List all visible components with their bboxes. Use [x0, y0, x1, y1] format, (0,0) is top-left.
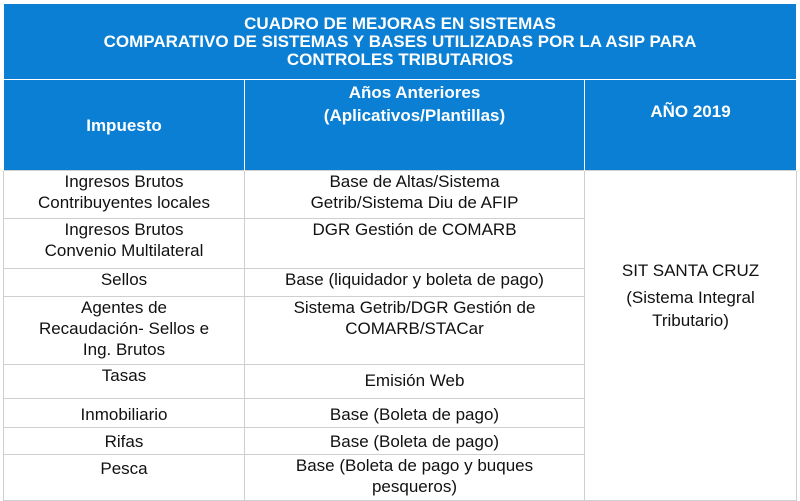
cell-impuesto	[4, 399, 245, 428]
cell-anio-2019	[585, 171, 797, 501]
cell-line: Base (liquidador y boleta de pago)	[285, 270, 544, 289]
title-line-3: CONTROLES TRIBUTARIOS	[286, 49, 514, 69]
title-row	[4, 4, 797, 80]
cell-anteriores	[245, 455, 585, 501]
cell-impuesto	[4, 219, 245, 269]
header-anteriores-line-2: (Aplicativos/Plantillas)	[323, 106, 506, 125]
cell-anteriores	[245, 269, 585, 297]
sit-desc-line-1: (Sistema Integral	[626, 288, 755, 307]
cell-anteriores	[245, 171, 585, 219]
cell-line: Convenio Multilateral	[44, 241, 204, 260]
header-impuesto: Impuesto	[4, 80, 245, 171]
header-row	[4, 80, 797, 171]
cell-line: pesqueros)	[371, 477, 458, 496]
cell-line: Getrib/Sistema Diu de AFIP	[310, 193, 519, 212]
cell-line: Ingresos Brutos	[64, 172, 184, 191]
cell-anteriores	[245, 365, 585, 399]
cell-line: Base (Boleta de pago y buques	[295, 456, 534, 475]
cell-line: COMARB/STACar	[345, 319, 484, 338]
cell-line: DGR Gestión de COMARB	[312, 220, 517, 239]
table-row	[4, 171, 797, 219]
cell-anteriores	[245, 219, 585, 269]
cell-impuesto	[4, 455, 245, 501]
cell-line: Tasas	[101, 366, 147, 385]
sit-desc-line-2: Tributario)	[652, 311, 729, 330]
cell-impuesto	[4, 297, 245, 365]
cell-impuesto	[4, 269, 245, 297]
cell-anteriores	[245, 297, 585, 365]
header-anteriores	[245, 80, 585, 171]
systems-comparison-table	[3, 3, 797, 501]
header-anteriores-line-1: Años Anteriores	[348, 83, 481, 102]
cell-impuesto	[4, 428, 245, 455]
cell-line: Pesca	[100, 459, 148, 478]
sit-santa-cruz: SIT SANTA CRUZ	[621, 261, 760, 280]
cell-line: Base (Boleta de pago)	[329, 432, 500, 451]
cell-impuesto	[4, 365, 245, 399]
cell-line: Ing. Brutos	[82, 340, 166, 359]
cell-line: Emisión Web	[364, 371, 465, 390]
cell-line: Rifas	[104, 432, 144, 451]
cell-impuesto	[4, 171, 245, 219]
table-title	[4, 4, 797, 80]
title-line-2: COMPARATIVO DE SISTEMAS Y BASES UTILIZADAS POR LA ASIP PARA	[103, 31, 697, 51]
cell-line: Sellos	[100, 270, 148, 289]
cell-line: Contribuyentes locales	[38, 193, 210, 212]
cell-line: Recaudación- Sellos e	[38, 319, 210, 338]
cell-line: Agentes de	[80, 298, 167, 317]
cell-anteriores	[245, 428, 585, 455]
header-anio-2019: AÑO 2019	[585, 80, 797, 171]
cell-line: Ingresos Brutos	[64, 220, 184, 239]
cell-line: Inmobiliario	[80, 405, 168, 424]
cell-line: Sistema Getrib/DGR Gestión de	[293, 298, 536, 317]
title-line-1: CUADRO DE MEJORAS EN SISTEMAS	[244, 13, 556, 33]
cell-line: Base (Boleta de pago)	[329, 405, 500, 424]
comparison-table-container	[3, 3, 796, 501]
cell-anteriores	[245, 399, 585, 428]
cell-line: Base de Altas/Sistema	[329, 172, 500, 191]
